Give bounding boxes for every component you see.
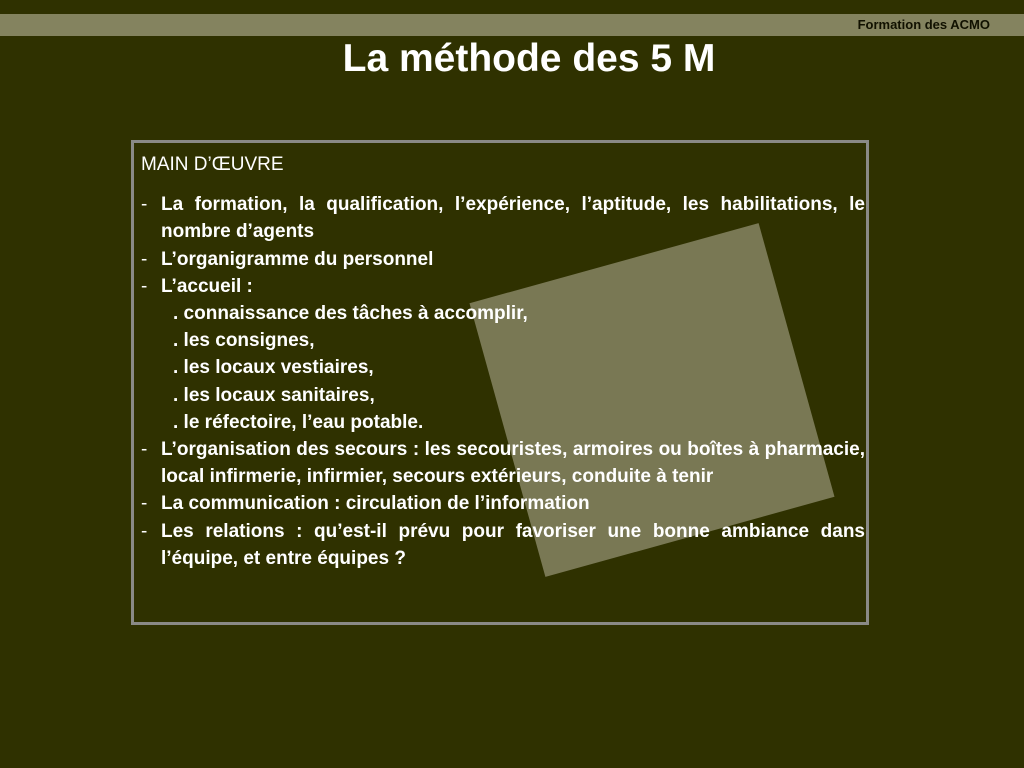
accueil-item-consignes: . les consignes,	[173, 330, 315, 352]
bullet-text: L’accueil :	[161, 275, 253, 297]
bullet-dash: -	[141, 438, 148, 460]
header-label: Formation des ACMO	[857, 17, 990, 32]
bullet-dash: -	[141, 194, 148, 216]
bullet-text: La communication : circulation de l’information	[161, 493, 590, 515]
bullet-secours	[141, 436, 865, 490]
bullet-organigramme	[141, 246, 865, 273]
bullet-communication	[141, 490, 865, 517]
bullet-dash: -	[141, 275, 148, 297]
bullet-text: Les relations : qu’est-il prévu pour favoriser une bonne ambiance dans l’équipe, et entre équipes ?	[161, 520, 865, 569]
box-heading: MAIN D’ŒUVRE	[141, 154, 284, 175]
bullet-text: L’organisation des secours : les secouristes, armoires ou boîtes à pharmacie, local infirmerie, infirmier, secours extérieurs, conduite à tenir	[161, 438, 865, 488]
accueil-item-refectoire: . le réfectoire, l’eau potable.	[173, 411, 424, 433]
header-band	[0, 14, 1024, 36]
bullet-dash: -	[141, 520, 148, 542]
accueil-item-vestiaires: . les locaux vestiaires,	[173, 357, 374, 379]
bullet-formation	[141, 191, 865, 245]
slide-title: La méthode des 5 M	[342, 37, 716, 80]
bullet-text: La formation, la qualification, l’expérience, l’aptitude, les habilitations, le nombre d’agents	[161, 194, 865, 243]
content-box	[131, 140, 869, 625]
bullet-dash: -	[141, 493, 148, 515]
bullet-accueil	[141, 273, 865, 300]
content-box-text	[141, 151, 865, 572]
bullet-text: L’organigramme du personnel	[161, 248, 434, 270]
bullet-dash: -	[141, 248, 148, 270]
accueil-item-taches: . connaissance des tâches à accomplir,	[173, 303, 528, 324]
bullet-relations	[141, 518, 865, 572]
accueil-item-sanitaires: . les locaux sanitaires,	[173, 384, 375, 406]
